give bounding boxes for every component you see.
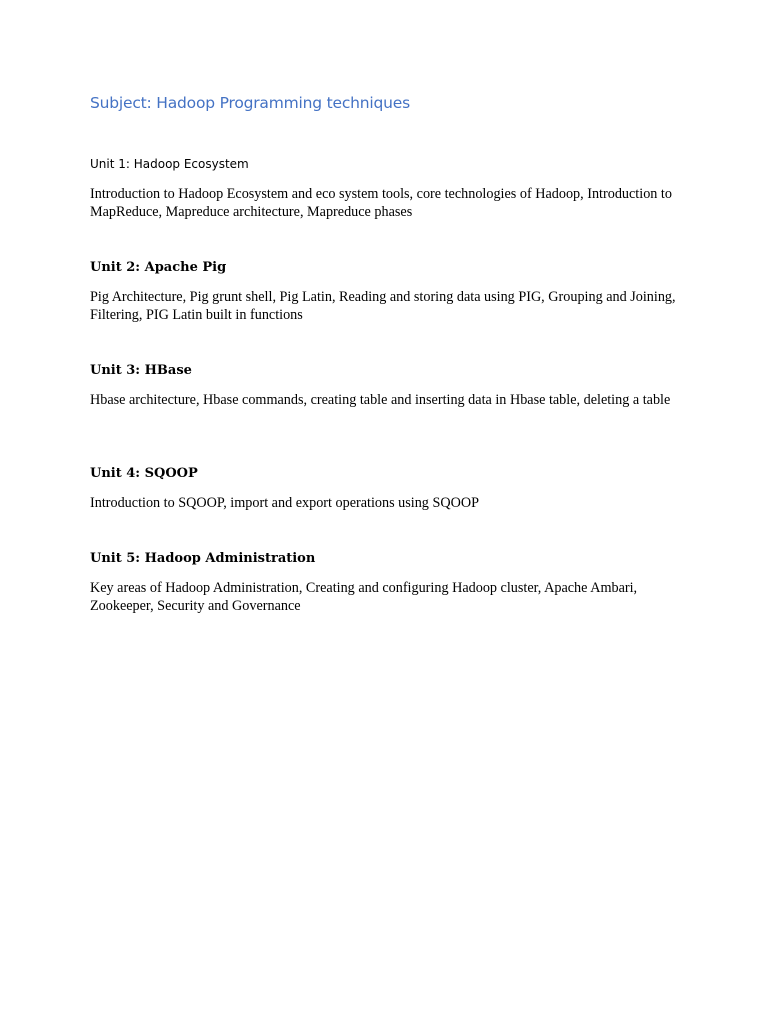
unit-4-heading: Unit 4: SQOOP	[90, 466, 198, 481]
unit-4-description: Introduction to SQOOP, import and export operations using SQOOP	[90, 495, 479, 511]
subject-title: Subject: Hadoop Programming techniques	[90, 94, 410, 112]
unit-1-heading: Unit 1: Hadoop Ecosystem	[90, 157, 249, 171]
unit-5-heading: Unit 5: Hadoop Administration	[90, 551, 316, 566]
unit-2-description: Pig Architecture, Pig grunt shell, Pig Latin, Reading and storing data using PIG, Grouping and Joining, Filtering, PIG Latin built in functions	[90, 289, 676, 323]
unit-2-heading: Unit 2: Apache Pig	[90, 260, 227, 275]
unit-3-description: Hbase architecture, Hbase commands, creating table and inserting data in Hbase table, deleting a table	[90, 392, 671, 408]
unit-5-description: Key areas of Hadoop Administration, Creating and configuring Hadoop cluster, Apache Ambari, Zookeeper, Security and Governance	[90, 580, 638, 614]
unit-3-heading: Unit 3: HBase	[90, 363, 192, 378]
unit-1-description: Introduction to Hadoop Ecosystem and eco system tools, core technologies of Hadoop, Introduction to MapReduce, Mapreduce architecture, Mapreduce phases	[90, 186, 672, 220]
